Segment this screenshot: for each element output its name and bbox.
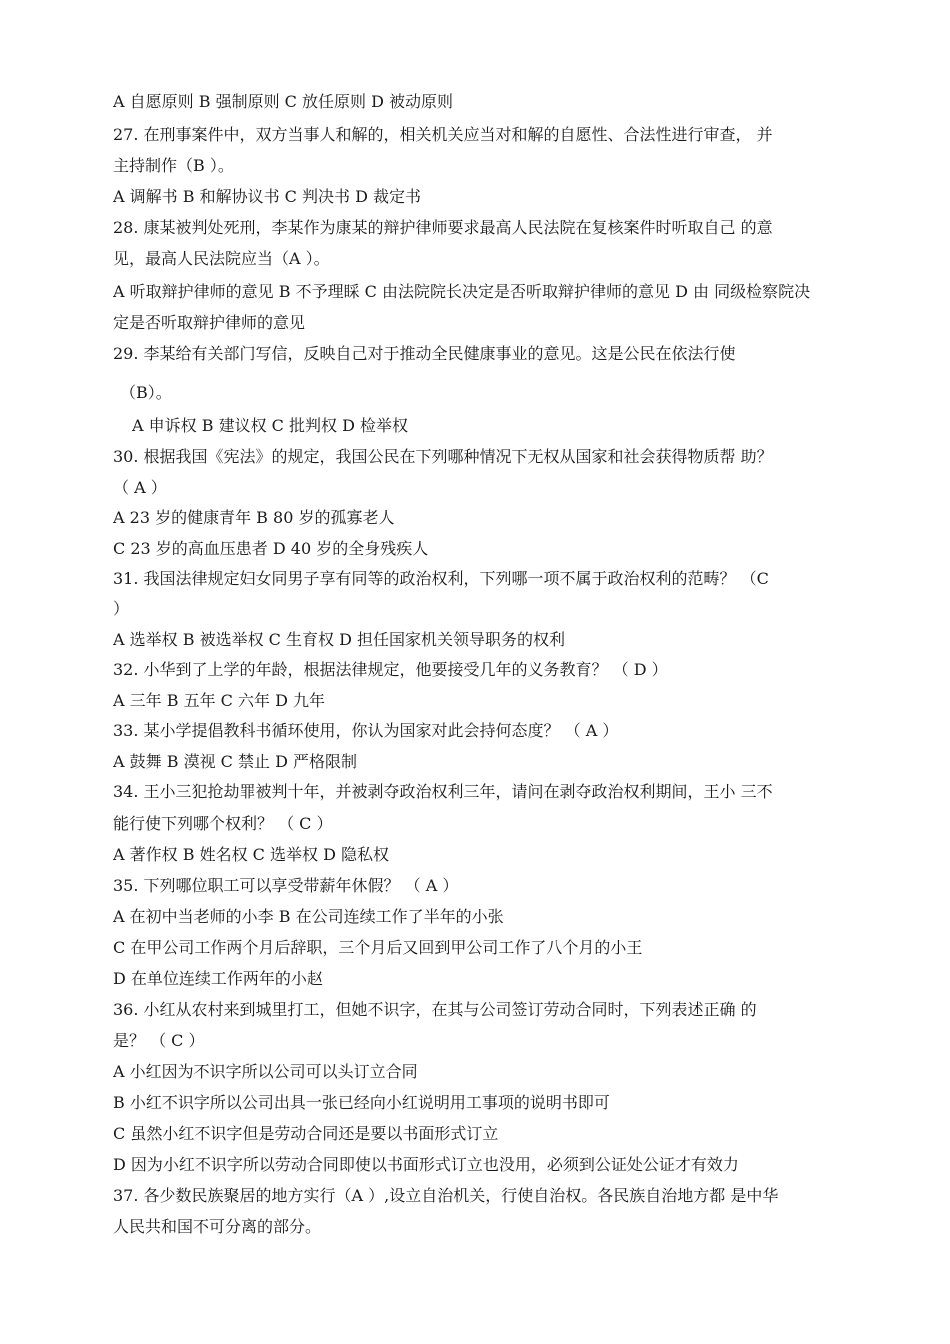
question-27-options: A 调解书 B 和解协议书 C 判决书 D 裁定书 xyxy=(113,187,421,206)
question-31-cont: ） xyxy=(113,599,130,618)
question-29-options: A 申诉权 B 建议权 C 批判权 D 检举权 xyxy=(132,416,408,435)
question-29-cont: （B）。 xyxy=(120,383,172,402)
question-36-option-d: D 因为小红不识字所以劳动合同即使以书面形式订立也没用，必须到公证处公证才有效力 xyxy=(113,1155,739,1174)
question-31-options: A 选举权 B 被选举权 C 生育权 D 担任国家机关领导职务的权利 xyxy=(113,630,565,649)
question-29: 29. 李某给有关部门写信，反映自己对于推动全民健康事业的意见。这是公民在依法行使 xyxy=(113,344,736,363)
question-30-cont: （ A ） xyxy=(113,478,167,497)
question-37: 37. 各少数民族聚居的地方实行（A ）,设立自治机关，行使自治权。各民族自治地方都 是中华 xyxy=(113,1186,779,1205)
question-36: 36. 小红从农村来到城里打工，但她不识字，在其与公司签订劳动合同时，下列表述正确 的 xyxy=(113,1000,757,1019)
question-34: 34. 王小三犯抢劫罪被判十年，并被剥夺政治权利三年，请问在剥夺政治权利期间，王小 三不 xyxy=(113,782,773,801)
question-27-cont: 主持制作（B ）。 xyxy=(113,156,234,175)
question-35: 35. 下列哪位职工可以享受带薪年休假？ （ A ） xyxy=(113,876,459,895)
question-35-option-ab: A 在初中当老师的小李 B 在公司连续工作了半年的小张 xyxy=(113,907,504,926)
question-32-options: A 三年 B 五年 C 六年 D 九年 xyxy=(113,691,325,710)
question-36-cont: 是？ （ C ） xyxy=(113,1031,205,1050)
question-31: 31. 我国法律规定妇女同男子享有同等的政治权利，下列哪一项不属于政治权利的范畴？ （C xyxy=(113,569,769,588)
question-28-options: A 听取辩护律师的意见 B 不予理睬 C 由法院院长决定是否听取辩护律师的意见 D 由 同级检察院决 xyxy=(113,282,811,301)
option-line: A 自愿原则 B 强制原则 C 放任原则 D 被动原则 xyxy=(113,92,453,111)
question-36-option-b: B 小红不识字所以公司出具一张已经向小红说明用工事项的说明书即可 xyxy=(113,1093,610,1112)
question-35-option-c: C 在甲公司工作两个月后辞职，三个月后又回到甲公司工作了八个月的小王 xyxy=(113,938,643,957)
question-34-cont: 能行使下列哪个权利？ （ C ） xyxy=(113,814,333,833)
question-27: 27. 在刑事案件中，双方当事人和解的，相关机关应当对和解的自愿性、合法性进行审查， 并 xyxy=(113,125,773,144)
question-30-options-cont: C 23 岁的高血压患者 D 40 岁的全身残疾人 xyxy=(113,539,429,558)
question-36-option-a: A 小红因为不识字所以公司可以头订立合同 xyxy=(113,1062,418,1081)
question-33-options: A 鼓舞 B 漠视 C 禁止 D 严格限制 xyxy=(113,752,357,771)
question-28-cont: 见，最高人民法院应当（A ）。 xyxy=(113,249,330,268)
question-34-options: A 著作权 B 姓名权 C 选举权 D 隐私权 xyxy=(113,845,389,864)
question-28: 28. 康某被判处死刑，李某作为康某的辩护律师要求最高人民法院在复核案件时听取自己 的意 xyxy=(113,218,773,237)
question-37-cont: 人民共和国不可分离的部分。 xyxy=(113,1217,322,1236)
question-36-option-c: C 虽然小红不识字但是劳动合同还是要以书面形式订立 xyxy=(113,1124,499,1143)
question-32: 32. 小华到了上学的年龄，根据法律规定，他要接受几年的义务教育？ （ D ） xyxy=(113,660,668,679)
question-35-option-d: D 在单位连续工作两年的小赵 xyxy=(113,969,323,988)
question-33: 33. 某小学提倡教科书循环使用，你认为国家对此会持何态度？ （ A ） xyxy=(113,721,619,740)
question-30: 30. 根据我国《宪法》的规定，我国公民在下列哪种情况下无权从国家和社会获得物质帮 助？ xyxy=(113,447,773,466)
question-30-options: A 23 岁的健康青年 B 80 岁的孤寡老人 xyxy=(113,508,395,527)
question-28-options-cont: 定是否听取辩护律师的意见 xyxy=(113,313,306,332)
